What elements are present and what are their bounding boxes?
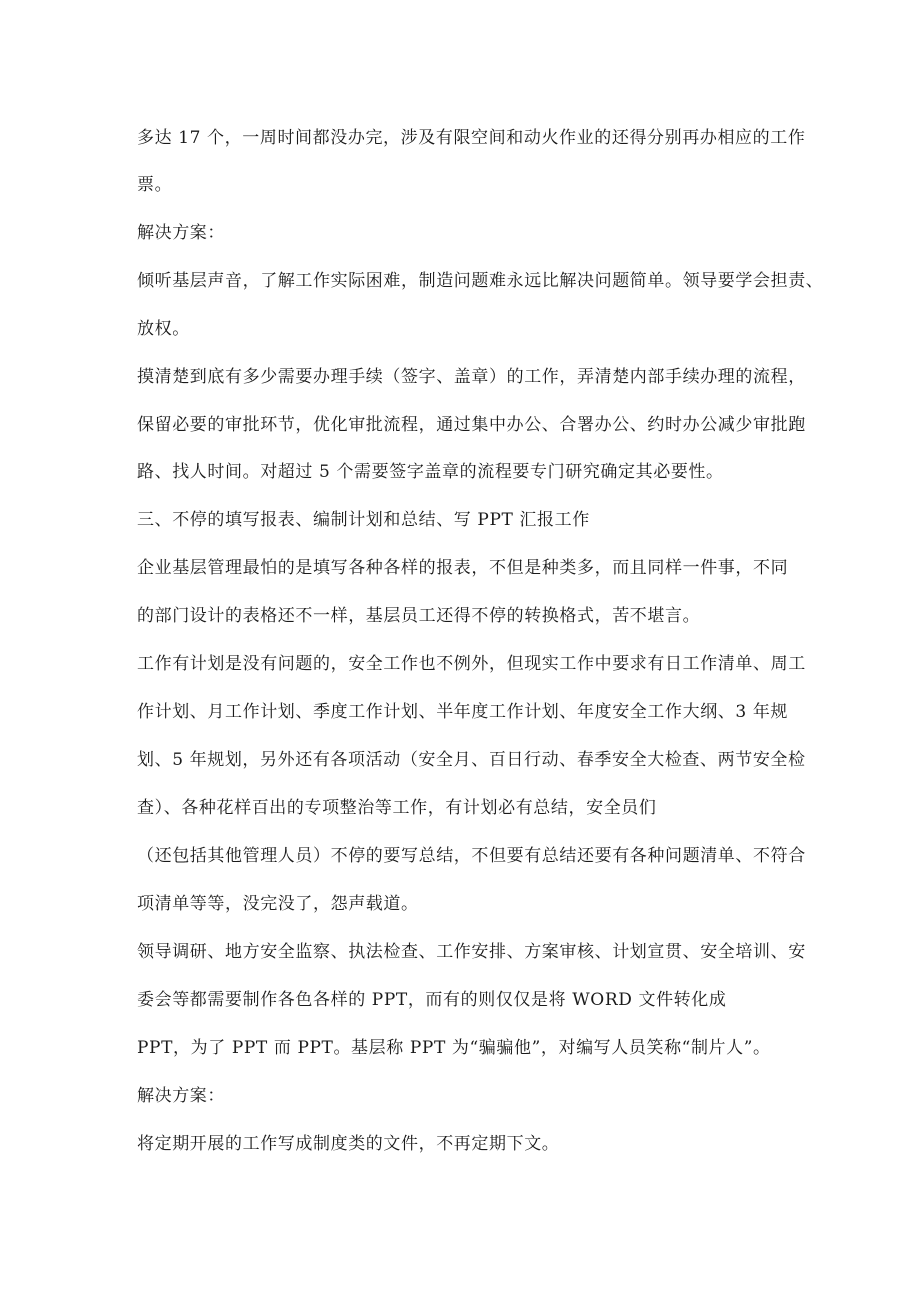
- paragraph-line: 倾听基层声音，了解工作实际困难，制造问题难永远比解决问题简单。领导要学会担责、: [137, 271, 824, 291]
- paragraph-line: 的部门设计的表格还不一样，基层员工还得不停的转换格式，苦不堪言。: [137, 606, 701, 626]
- paragraph-line: PPT，为了 PPT 而 PPT。基层称 PPT 为“骗骗他”，对编写人员笑称“制片人”。: [137, 1038, 771, 1058]
- paragraph-line: 委会等都需要制作各色各样的 PPT，而有的则仅仅是将 WORD 文件转化成: [137, 990, 727, 1010]
- paragraph-line: 将定期开展的工作写成制度类的文件，不再定期下文。: [137, 1134, 560, 1154]
- paragraph-line: 保留必要的审批环节，优化审批流程，通过集中办公、合署办公、约时办公减少审批跑: [137, 415, 806, 435]
- paragraph-line: 放权。: [137, 319, 190, 339]
- paragraph-line: 划、5 年规划，另外还有各项活动（安全月、百日行动、春季安全大检查、两节安全检: [137, 750, 806, 770]
- section-heading: 三、不停的填写报表、编制计划和总结、写 PPT 汇报工作: [137, 510, 590, 530]
- section-heading: 解决方案：: [137, 1086, 225, 1106]
- paragraph-line: 多达 17 个，一周时间都没办完，涉及有限空间和动火作业的还得分别再办相应的工作: [137, 128, 806, 148]
- section-heading: 解决方案：: [137, 223, 225, 243]
- paragraph-line: 企业基层管理最怕的是填写各种各样的报表，不但是种类多，而且同样一件事，不同: [137, 558, 789, 578]
- paragraph-line: 项清单等等，没完没了，怨声载道。: [137, 894, 419, 914]
- paragraph-line: 摸清楚到底有多少需要办理手续（签字、盖章）的工作，弄清楚内部手续办理的流程，: [137, 367, 806, 387]
- paragraph-line: （还包括其他管理人员）不停的要写总结，不但要有总结还要有各种问题清单、不符合: [137, 846, 806, 866]
- paragraph-line: 路、找人时间。对超过 5 个需要签字盖章的流程要专门研究确定其必要性。: [137, 462, 724, 482]
- paragraph-line: 工作有计划是没有问题的，安全工作也不例外，但现实工作中要求有日工作清单、周工: [137, 654, 806, 674]
- paragraph-line: 领导调研、地方安全监察、执法检查、工作安排、方案审核、计划宣贯、安全培训、安: [137, 942, 806, 962]
- paragraph-line: 作计划、月工作计划、季度工作计划、半年度工作计划、年度安全工作大纲、3 年规: [137, 702, 789, 722]
- paragraph-line: 查）、各种花样百出的专项整治等工作，有计划必有总结，安全员们: [137, 798, 657, 818]
- paragraph-line: 票。: [137, 175, 173, 195]
